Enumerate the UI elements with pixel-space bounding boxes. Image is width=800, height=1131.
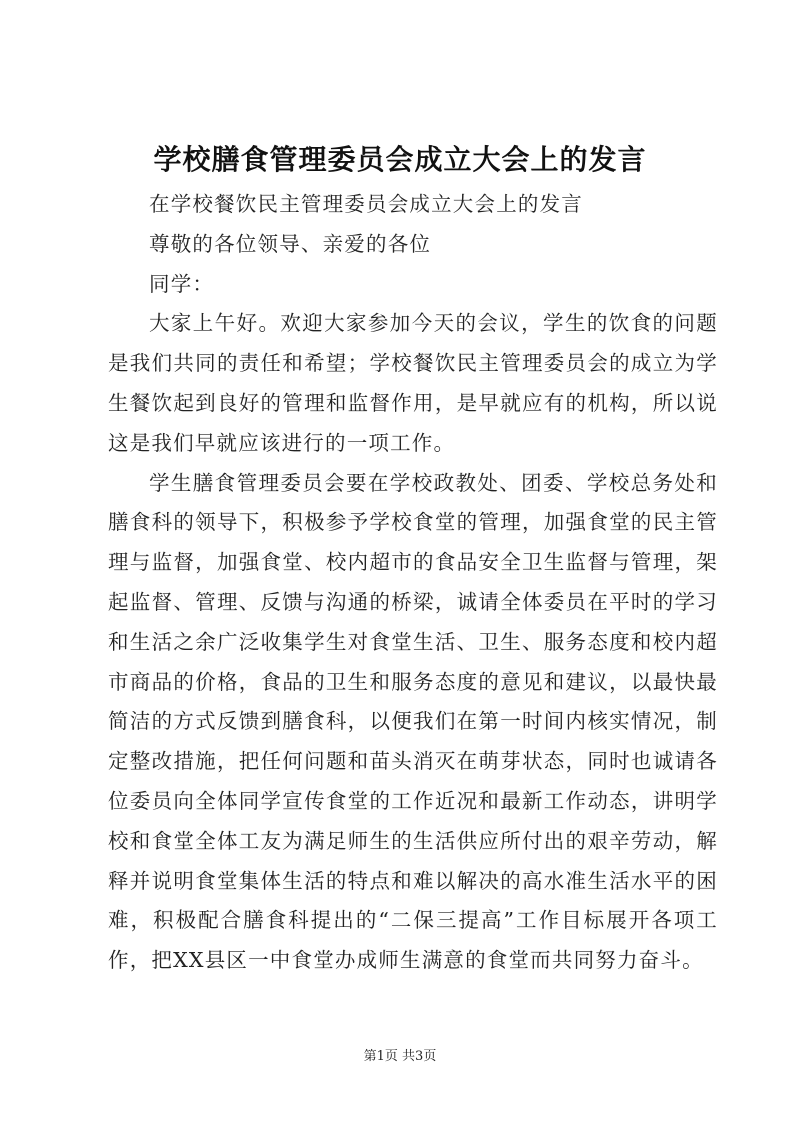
subtitle-paragraph: 在学校餐饮民主管理委员会成立大会上的发言 bbox=[149, 192, 583, 216]
salutation-paragraph: 尊敬的各位领导、亲爱的各位 bbox=[149, 231, 432, 256]
greeting-paragraph: 大家上午好。欢迎大家参加今天的会议，学生的饮食的问题是我们共同的责任和希望；学校餐饮民主管理委员会的成立为学生餐饮起到良好的管理和监督作用，是早就应有的机构，所以说这是我们早就应该进行的一项工作。 bbox=[108, 311, 718, 455]
document-title: 学校膳食管理委员会成立大会上的发言 bbox=[153, 143, 647, 176]
main-paragraph: 学生膳食管理委员会要在学校政教处、团委、学校总务处和膳食科的领导下，积极参予学校食堂的管理，加强食堂的民主管理与监督，加强食堂、校内超市的食品安全卫生监督与管理，架起监督、管理、反馈与沟通的桥梁，诚请全体委员在平时的学习和生活之余广泛收集学生对食堂生活、卫生、服务态度和校内超市商品的价格，食品的卫生和服务态度的意见和建议，以最快最简洁的方式反馈到膳食科，以便我们在第一时间内核实情况，制定整改措施，把任何问题和苗头消灭在萌芽状态，同时也诚请各位委员向全体同学宣传食堂的工作近况和最新工作动态，讲明学校和食堂全体工友为满足师生的生活供应所付出的艰辛劳动，解释并说明食堂集体生活的特点和难以解决的高水准生活水平的困难，积极配合膳食科提出的“二保三提高”工作目标展开各项工作，把XX县区一中食堂办成师生满意的食堂而共同努力奋斗。 bbox=[108, 470, 718, 973]
page-number-footer: 第1页 共3页 bbox=[363, 1049, 437, 1064]
salutation-continued-paragraph: 同学： bbox=[149, 271, 215, 296]
document-body bbox=[108, 185, 718, 981]
